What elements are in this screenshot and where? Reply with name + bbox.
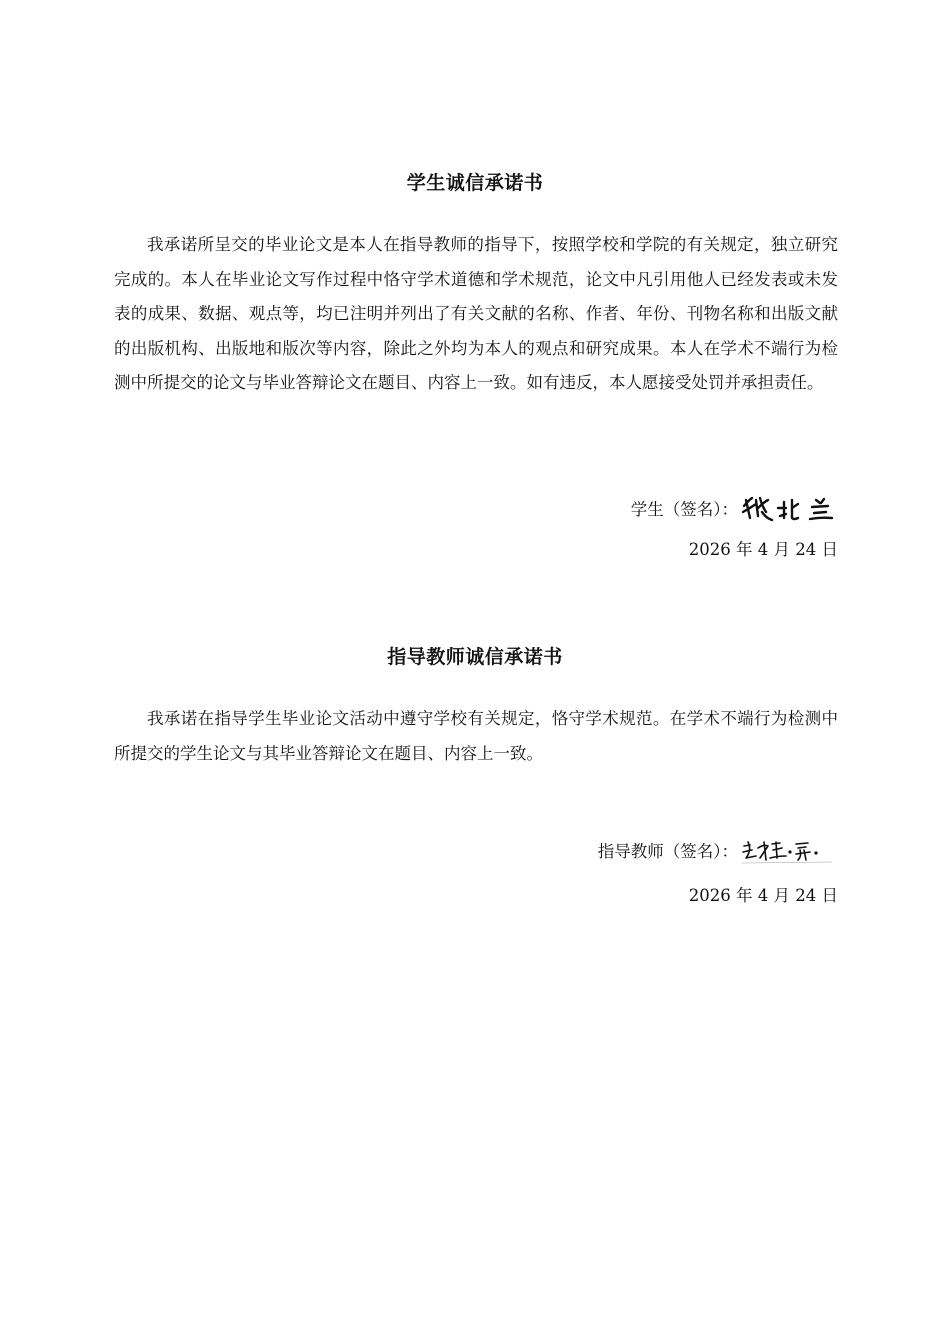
advisor-pledge-body: 我承诺在指导学生毕业论文活动中遵守学校有关规定，恪守学术规范。在学术不端行为检测中所提交的学生论文与其毕业答辩论文在题目、内容上一致。 xyxy=(114,709,838,763)
student-pledge-title: 学生诚信承诺书 xyxy=(406,172,544,194)
student-pledge-body: 我承诺所呈交的毕业论文是本人在指导教师的指导下，按照学校和学院的有关规定，独立研究完成的。本人在毕业论文写作过程中恪守学术道德和学术规范，论文中凡引用他人已经发表或未发表的成果、数据、观点等，均已注明并列出了有关文献的名称、作者、年份、刊物名称和出版文献的出版机构、出版地和版次等内容，除此之外均为本人的观点和研究成果。本人在学术不端行为检测中所提交的论文与毕业答辩论文在题目、内容上一致。如有违反，本人愿接受处罚并承担责任。 xyxy=(114,235,838,393)
student-handwritten-signature xyxy=(740,494,838,524)
advisor-sign-date: 2026 年 4 月 24 日 xyxy=(688,886,838,905)
advisor-sign-label: 指导教师（签名）： xyxy=(597,842,738,861)
student-sign-label: 学生（签名）： xyxy=(630,500,738,519)
advisor-handwritten-signature xyxy=(740,836,838,866)
student-signature-line xyxy=(631,494,838,524)
student-sign-date: 2026 年 4 月 24 日 xyxy=(688,540,838,559)
advisor-pledge-title: 指导教师诚信承诺书 xyxy=(387,646,563,668)
advisor-signature-line xyxy=(598,836,838,866)
